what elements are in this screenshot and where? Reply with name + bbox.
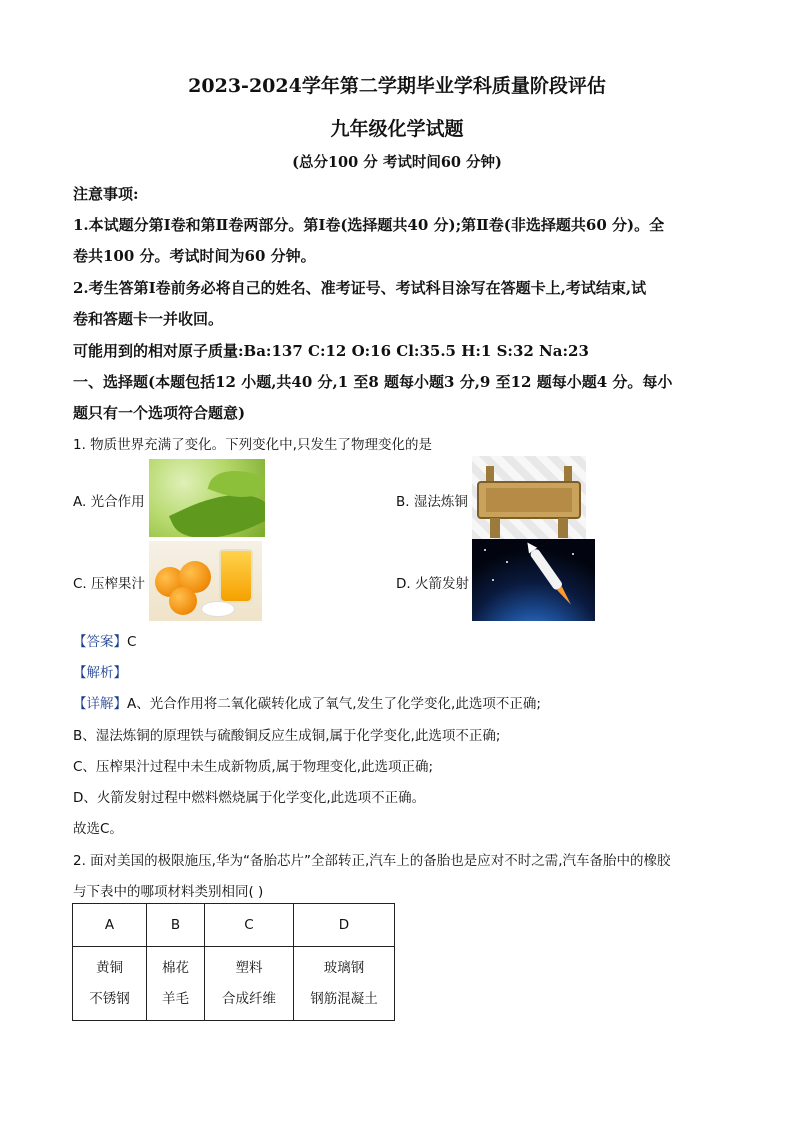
q1-option-d: D. 火箭发射 [396,576,469,592]
cell-a-2: 不锈钢 [89,990,130,1007]
bronze-ding-image [472,456,586,540]
detail-a-text: A、光合作用将二氧化碳转化成了氧气,发生了化学变化,此选项不正确; [127,696,541,712]
table-cell-b [147,947,205,1021]
exam-title: 2023-2024学年第二学期毕业学科质量阶段评估 [188,75,606,97]
note-1-line-1: 1.本试题分第Ⅰ卷和第Ⅱ卷两部分。第Ⅰ卷(选择题共40 分);第Ⅱ卷(非选择题共60 分)。全 [73,216,665,234]
note-2-line-2: 卷和答题卡一并收回。 [73,310,224,328]
cell-b-2: 羊毛 [162,990,189,1007]
q1-stem: 1. 物质世界充满了变化。下列变化中,只发生了物理变化的是 [73,437,432,453]
q1-conclusion: 故选C。 [73,821,123,837]
table-cell-c [205,947,294,1021]
cell-c-2: 合成纤维 [222,990,276,1007]
answer-value: C [127,634,137,650]
table-cell-a [73,947,147,1021]
table-header-b: B [147,904,205,947]
q1-option-b: B. 湿法炼铜 [396,494,468,510]
rocket-launch-image [472,539,595,621]
answer-tag: 【答案】 [73,634,127,650]
atomic-masses: 可能用到的相对原子质量:Ba:137 C:12 O:16 Cl:35.5 H:1 S:32 Na:23 [73,342,589,360]
q1-detail-a [73,692,541,712]
cell-d-1: 玻璃钢 [323,959,365,976]
q1-option-a: A. 光合作用 [73,494,145,510]
q2-stem-line-2: 与下表中的哪项材料类别相同( ) [73,884,264,900]
q1-analysis-tag: 【解析】 [73,665,127,681]
q1-detail-c: C、压榨果汁过程中未生成新物质,属于物理变化,此选项正确; [73,759,434,775]
cell-a-1: 黄铜 [96,959,123,976]
cell-c-1: 塑料 [235,959,263,976]
detail-tag: 【详解】 [73,696,127,712]
cell-d-2: 钢筋混凝土 [310,990,378,1007]
section-1-line-1: 一、选择题(本题包括12 小题,共40 分,1 至8 题每小题3 分,9 至12 题每小题4 分。每小 [73,373,673,391]
exam-meta: (总分100 分 考试时间60 分钟) [292,154,502,171]
q1-detail-d: D、火箭发射过程中燃料燃烧属于化学变化,此选项不正确。 [73,790,426,806]
table-cell-d [294,947,395,1021]
q1-answer [73,630,136,650]
cell-b-1: 棉花 [162,959,189,976]
q2-options-table [72,903,395,1021]
table-header-a: A [73,904,147,947]
q1-detail-b: B、湿法炼铜的原理铁与硫酸铜反应生成铜,属于化学变化,此选项不正确; [73,728,501,744]
q1-option-c: C. 压榨果汁 [73,576,146,592]
photosynthesis-image [149,459,265,537]
notes-heading: 注意事项: [73,185,139,203]
table-header-d: D [294,904,395,947]
note-1-line-2: 卷共100 分。考试时间为60 分钟。 [73,247,316,265]
juice-image [149,541,262,621]
note-2-line-1: 2.考生答第Ⅰ卷前务必将自己的姓名、准考证号、考试科目涂写在答题卡上,考试结束,试 [73,279,647,297]
exam-subtitle: 九年级化学试题 [330,118,464,140]
q2-stem-line-1: 2. 面对美国的极限施压,华为“备胎芯片”全部转正,汽车上的备胎也是应对不时之需,汽车备胎中的橡胶 [73,853,671,869]
section-1-line-2: 题只有一个选项符合题意) [73,404,246,422]
table-header-c: C [205,904,294,947]
